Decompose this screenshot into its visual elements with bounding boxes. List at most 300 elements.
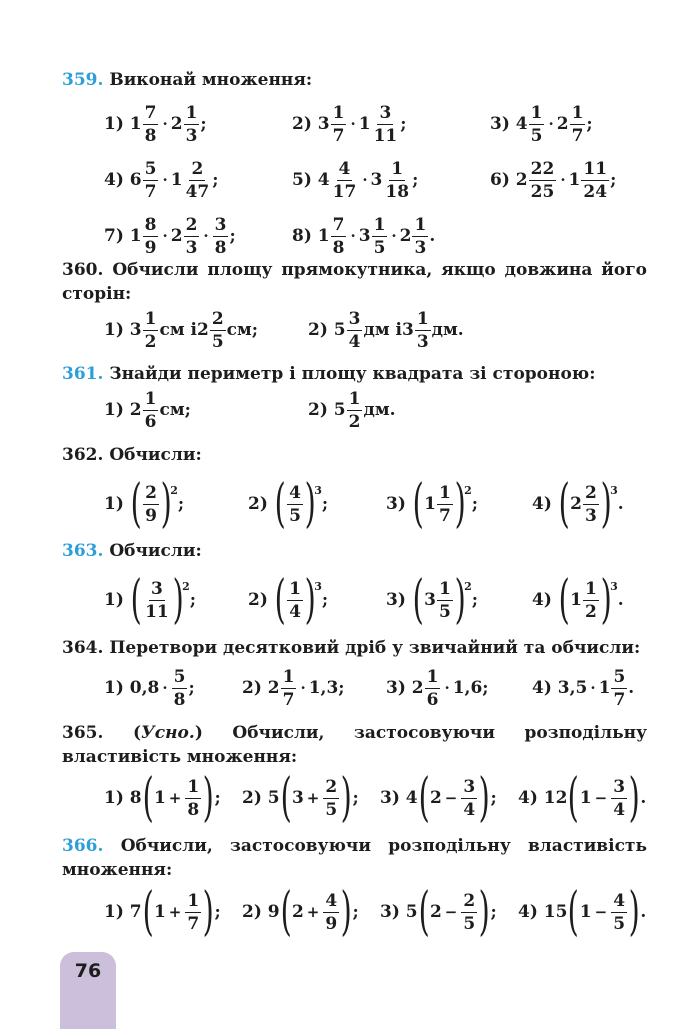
left-paren: ( [418, 768, 430, 828]
text-part: 0,8 [129, 678, 160, 698]
right-paren: ) [600, 474, 612, 534]
item-label: 3) [380, 902, 406, 922]
term: 1 [153, 902, 166, 922]
problem-item [104, 92, 207, 156]
fraction [184, 214, 200, 259]
problem-item [380, 766, 497, 830]
left-paren: ( [130, 570, 142, 630]
left-paren: ( [142, 882, 154, 942]
fraction [415, 308, 431, 353]
numerator: 1 [187, 776, 200, 797]
denominator: 3 [416, 331, 429, 352]
exercise-text: Знайди периметр і площу квадрата зі стороною: [109, 364, 596, 384]
numerator: 3 [613, 776, 626, 797]
denominator: 5 [211, 331, 224, 352]
denominator: 8 [214, 237, 227, 258]
fraction [143, 482, 159, 527]
operator: + [306, 903, 320, 921]
denominator: 6 [426, 689, 439, 710]
term: 3 [291, 788, 304, 808]
rows-365 [62, 766, 647, 830]
numerator: 2 [325, 776, 338, 797]
operator: + [168, 903, 182, 921]
problem-item [308, 378, 396, 442]
fraction [581, 158, 609, 203]
item-label: 6) [490, 170, 516, 190]
text-part: 1,6; [452, 678, 489, 698]
numerator: 1 [332, 102, 345, 123]
denominator: 25 [530, 181, 555, 202]
numerator: 11 [583, 158, 608, 179]
exercise-number: 364. [62, 638, 104, 658]
multiply-sign: · [162, 227, 168, 245]
term: 2 [429, 902, 442, 922]
factor: 7 [129, 902, 142, 922]
fraction [287, 578, 303, 623]
problem-item [242, 766, 359, 830]
denominator: 11 [373, 125, 398, 146]
item-label: 3) [386, 494, 412, 514]
fraction [143, 308, 159, 353]
fraction [331, 214, 347, 259]
fraction [437, 482, 453, 527]
problem-item [386, 472, 478, 536]
term: 1 [579, 902, 592, 922]
problem-item [104, 568, 196, 632]
text-part: 1,3; [308, 678, 345, 698]
numerator: 1 [348, 388, 361, 409]
operator: − [594, 903, 608, 921]
fraction [210, 308, 226, 353]
right-paren: ) [202, 768, 214, 828]
text-part: дм. [363, 400, 396, 420]
left-paren: ( [558, 474, 570, 534]
whole-part: 2 [129, 400, 142, 420]
rows-361 [62, 378, 647, 442]
numerator: 1 [185, 102, 198, 123]
denominator: 18 [385, 181, 410, 202]
row [62, 568, 647, 632]
item-label: 4) [104, 170, 130, 190]
left-paren: ( [130, 474, 142, 534]
problem-item [386, 568, 478, 632]
denominator: 3 [414, 237, 427, 258]
item-label: 3) [386, 590, 412, 610]
item-label: 8) [292, 226, 318, 246]
exercise-text: Обчисли: [109, 445, 202, 465]
item-label: 5) [292, 170, 318, 190]
denominator: 9 [325, 913, 338, 934]
exponent: 3 [610, 580, 618, 593]
problem-item [490, 148, 616, 212]
exercise-text: Обчисли: [109, 541, 202, 561]
fraction [143, 214, 159, 259]
right-paren: ) [478, 882, 490, 942]
item-label: 3) [386, 678, 412, 698]
punctuation: ; [189, 590, 196, 610]
fraction [461, 776, 477, 821]
left-paren: ( [412, 570, 424, 630]
exercise-363 [62, 539, 647, 563]
right-paren: ) [628, 768, 640, 828]
text-part: дм і [363, 320, 402, 340]
left-paren: ( [568, 882, 580, 942]
item-label: 3) [490, 114, 516, 134]
denominator: 5 [289, 505, 301, 526]
item-label: 7) [104, 226, 130, 246]
whole-part: 2 [570, 494, 582, 514]
fraction [331, 158, 359, 203]
denominator: 8 [332, 237, 345, 258]
whole-part: 2 [411, 678, 424, 698]
numerator: 4 [338, 158, 351, 179]
fraction [383, 158, 411, 203]
text-part: см; [159, 400, 191, 420]
factor: 5 [267, 788, 280, 808]
fraction [184, 158, 212, 203]
whole-part: 2 [399, 226, 412, 246]
denominator: 7 [332, 125, 345, 146]
numerator: 7 [144, 102, 157, 123]
exercise-text-pre: ( [132, 723, 141, 743]
row [62, 656, 647, 720]
punctuation: ; [214, 902, 221, 922]
fraction [611, 890, 627, 935]
whole-part: 1 [129, 226, 142, 246]
left-paren: ( [558, 570, 570, 630]
numerator: 1 [187, 890, 200, 911]
punctuation: ; [214, 788, 221, 808]
denominator: 3 [584, 505, 597, 526]
numerator: 3 [379, 102, 392, 123]
numerator: 3 [463, 776, 476, 797]
item-label: 2) [242, 788, 268, 808]
left-paren: ( [280, 882, 292, 942]
fraction [347, 388, 363, 433]
fraction [287, 482, 303, 527]
numerator: 3 [348, 308, 361, 329]
fraction [323, 776, 339, 821]
term: 1 [579, 788, 592, 808]
exercise-number: 363. [62, 541, 104, 561]
fraction [583, 482, 599, 527]
numerator: 1 [391, 158, 404, 179]
right-paren: ) [202, 882, 214, 942]
numerator: 4 [613, 890, 626, 911]
denominator: 4 [613, 799, 626, 820]
text-part: . [429, 226, 436, 246]
fraction [281, 666, 297, 711]
denominator: 8 [144, 125, 157, 146]
row [62, 148, 647, 212]
right-paren: ) [628, 882, 640, 942]
fraction [331, 102, 347, 147]
fraction [213, 214, 229, 259]
fraction [185, 890, 201, 935]
numerator: 1 [426, 666, 439, 687]
exponent: 2 [464, 580, 472, 593]
fraction [529, 102, 545, 147]
rows-359 [62, 92, 647, 282]
whole-part: 3 [317, 114, 330, 134]
punctuation: ; [490, 902, 497, 922]
fraction [172, 666, 188, 711]
exercise-number: 361. [62, 364, 104, 384]
text-part: ; [412, 170, 419, 190]
problem-item [308, 298, 464, 362]
multiply-sign: · [444, 679, 450, 697]
fraction [611, 776, 627, 821]
problem-item [104, 148, 219, 212]
numerator: 1 [282, 666, 295, 687]
right-paren: ) [304, 570, 316, 630]
problem-item [292, 92, 407, 156]
exponent: 3 [314, 484, 322, 497]
exponent: 2 [464, 484, 472, 497]
numerator: 1 [144, 308, 157, 329]
exercise-number: 362. [62, 445, 104, 465]
text-part: ; [586, 114, 593, 134]
numerator: 1 [438, 578, 451, 599]
numerator: 2 [463, 890, 476, 911]
problem-item [386, 656, 489, 720]
text-part: ; [400, 114, 407, 134]
denominator: 47 [185, 181, 210, 202]
exercise-365 [62, 721, 647, 769]
exercise-number: 365. [62, 723, 104, 743]
fraction [184, 102, 200, 147]
operator: + [306, 789, 320, 807]
problem-item [532, 656, 634, 720]
item-label: 4) [518, 902, 544, 922]
punctuation: ; [471, 590, 479, 610]
whole-part: 2 [267, 678, 280, 698]
exercise-text: Виконай множення: [109, 70, 313, 90]
item-label: 2) [242, 678, 268, 698]
row [62, 92, 647, 156]
numerator: 1 [438, 482, 451, 503]
whole-part: 2 [515, 170, 528, 190]
numerator: 7 [332, 214, 345, 235]
whole-part: 2 [556, 114, 569, 134]
row [62, 766, 647, 830]
denominator: 5 [530, 125, 543, 146]
whole-part: 1 [358, 114, 371, 134]
problem-item [518, 880, 646, 944]
fraction [372, 102, 400, 147]
text-part: . [628, 678, 635, 698]
multiply-sign: · [362, 171, 368, 189]
text-part: ; [610, 170, 617, 190]
exercise-text: Перетвори десятковий дріб у звичайний та обчисли: [109, 638, 641, 658]
rows-362 [62, 472, 647, 536]
rows-364 [62, 656, 647, 720]
row [62, 298, 647, 362]
text-part: ; [200, 114, 207, 134]
problem-item [518, 766, 646, 830]
punctuation: . [617, 590, 624, 610]
whole-part: 5 [333, 400, 346, 420]
left-paren: ( [274, 474, 286, 534]
punctuation: . [617, 494, 624, 514]
exercise-text: ) Обчисли, застосовуючи розподільну властивість множення: [62, 723, 647, 767]
whole-part: 6 [129, 170, 142, 190]
denominator: 7 [144, 181, 157, 202]
fraction [143, 388, 159, 433]
punctuation: . [640, 788, 647, 808]
punctuation: ; [352, 902, 359, 922]
numerator: 5 [613, 666, 626, 687]
item-label: 2) [248, 590, 274, 610]
denominator: 8 [173, 689, 186, 710]
fraction [611, 666, 627, 711]
fraction [412, 214, 428, 259]
denominator: 7 [187, 913, 200, 934]
operator: − [444, 903, 458, 921]
exponent: 3 [610, 484, 618, 497]
fraction [143, 158, 159, 203]
fraction [570, 102, 586, 147]
denominator: 2 [584, 601, 597, 622]
item-label: 1) [104, 590, 130, 610]
numerator: 1 [571, 102, 584, 123]
denominator: 4 [289, 601, 301, 622]
fraction [143, 102, 159, 147]
multiply-sign: · [162, 115, 168, 133]
fraction [437, 578, 453, 623]
punctuation: ; [352, 788, 359, 808]
numerator: 1 [416, 308, 429, 329]
right-paren: ) [340, 882, 352, 942]
exercise-number: 360. [62, 260, 104, 280]
denominator: 17 [332, 181, 357, 202]
whole-part: 4 [515, 114, 528, 134]
left-paren: ( [280, 768, 292, 828]
text-part: см і [159, 320, 197, 340]
exponent: 3 [314, 580, 322, 593]
text-part: ; [229, 226, 236, 246]
term: 2 [291, 902, 304, 922]
text-part: ; [188, 678, 195, 698]
exercise-number: 366. [62, 836, 104, 856]
numerator: 2 [211, 308, 224, 329]
whole-part: 1 [598, 678, 611, 698]
whole-part: 3 [129, 320, 142, 340]
denominator: 8 [187, 799, 200, 820]
multiply-sign: · [560, 171, 566, 189]
right-paren: ) [160, 474, 172, 534]
factor: 8 [129, 788, 142, 808]
problem-item [242, 880, 359, 944]
text-part: см; [226, 320, 259, 340]
item-label: 2) [308, 320, 334, 340]
multiply-sign: · [300, 679, 306, 697]
punctuation: ; [490, 788, 497, 808]
exercise-362 [62, 443, 647, 467]
left-paren: ( [412, 474, 424, 534]
fraction [529, 158, 557, 203]
problem-item [248, 472, 328, 536]
whole-part: 5 [333, 320, 346, 340]
item-label: 2) [248, 494, 274, 514]
exponent: 2 [182, 580, 190, 593]
item-label: 2) [242, 902, 268, 922]
multiply-sign: · [350, 115, 356, 133]
whole-part: 4 [317, 170, 330, 190]
problem-item [104, 880, 221, 944]
denominator: 7 [613, 689, 626, 710]
item-label: 3) [380, 788, 406, 808]
numerator: 1 [373, 214, 386, 235]
numerator: 5 [173, 666, 186, 687]
denominator: 5 [613, 913, 626, 934]
item-label: 2) [308, 400, 334, 420]
item-label: 1) [104, 494, 130, 514]
page-number: 76 [74, 960, 102, 982]
whole-part: 1 [129, 114, 142, 134]
item-label: 1) [104, 788, 130, 808]
factor: 9 [267, 902, 280, 922]
row [62, 880, 647, 944]
item-label: 1) [104, 400, 130, 420]
problem-item [104, 766, 221, 830]
multiply-sign: · [350, 227, 356, 245]
right-paren: ) [304, 474, 316, 534]
problem-item [242, 656, 345, 720]
numerator: 2 [191, 158, 204, 179]
whole-part: 2 [170, 114, 183, 134]
multiply-sign: · [548, 115, 554, 133]
problem-item [292, 148, 418, 212]
denominator: 5 [325, 799, 338, 820]
left-paren: ( [142, 768, 154, 828]
numerator: 4 [289, 482, 301, 503]
denominator: 5 [373, 237, 386, 258]
right-paren: ) [340, 768, 352, 828]
punctuation: ; [321, 494, 329, 514]
item-label: 1) [104, 114, 130, 134]
fraction [461, 890, 477, 935]
multiply-sign: · [391, 227, 397, 245]
denominator: 6 [144, 411, 157, 432]
whole-part: 1 [317, 226, 330, 246]
numerator: 1 [584, 578, 597, 599]
punctuation: ; [321, 590, 329, 610]
exercise-text: Обчисли, застосовуючи розподільну властивість множення: [62, 836, 647, 880]
exercise-359 [62, 68, 647, 92]
numerator: 4 [325, 890, 338, 911]
numerator: 1 [289, 578, 301, 599]
right-paren: ) [172, 570, 184, 630]
operator: − [594, 789, 608, 807]
denominator: 7 [438, 505, 451, 526]
multiply-sign: · [203, 227, 209, 245]
whole-part: 1 [570, 590, 582, 610]
row [62, 378, 647, 442]
denominator: 5 [463, 913, 476, 934]
multiply-sign: · [590, 679, 596, 697]
multiply-sign: · [162, 679, 168, 697]
problem-item [104, 298, 258, 362]
punctuation: ; [177, 494, 185, 514]
right-paren: ) [454, 474, 466, 534]
denominator: 9 [144, 237, 157, 258]
numerator: 3 [151, 578, 163, 599]
punctuation: . [640, 902, 647, 922]
denominator: 7 [282, 689, 295, 710]
exponent: 2 [170, 484, 178, 497]
numerator: 5 [144, 158, 157, 179]
